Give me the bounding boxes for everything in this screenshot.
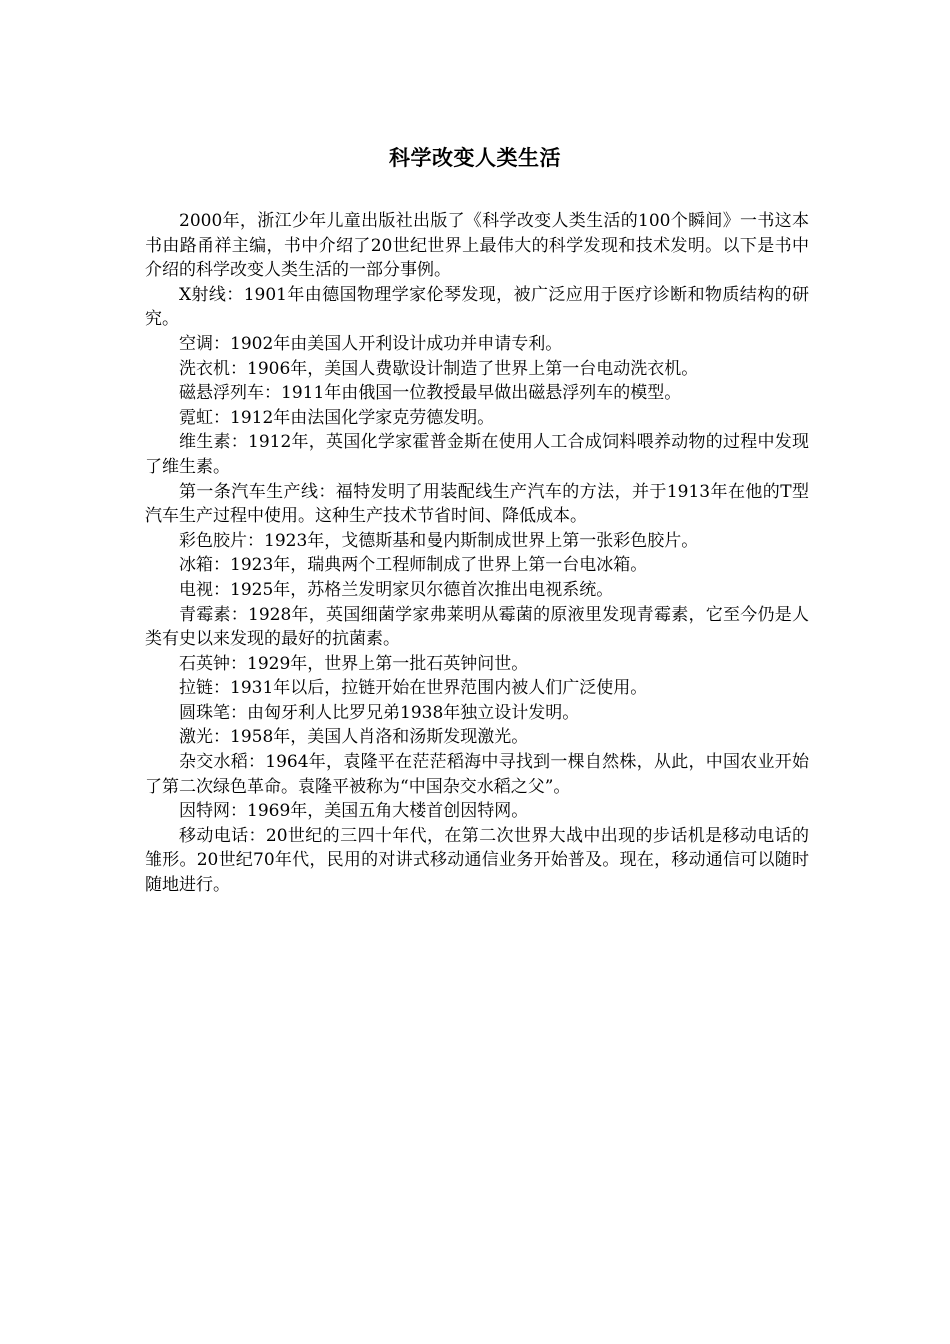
paragraph-intro: 2000年，浙江少年儿童出版社出版了《科学改变人类生活的100个瞬间》一书这本书由路甬祥主编，书中介绍了20世纪世界上最伟大的科学发现和技术发明。以下是书中介绍的科学改变人类生活的一部分事例。 xyxy=(145,211,809,281)
paragraph-ballpoint-pen: 圆珠笔：由匈牙利人比罗兄弟1938年独立设计发明。 xyxy=(179,702,580,723)
paragraph-hybrid-rice: 杂交水稻：1964年，袁隆平在茫茫稻海中寻找到一棵自然株，从此，中国农业开始了第二次绿色革命。袁隆平被称为“中国杂交水稻之父”。 xyxy=(145,752,809,797)
paragraph-television: 电视：1925年，苏格兰发明家贝尔德首次推出电视系统。 xyxy=(179,579,614,600)
paragraph-penicillin: 青霉素：1928年，英国细菌学家弗莱明从霉菌的原液里发现青霉素，它至今仍是人类有史以来发现的最好的抗菌素。 xyxy=(145,604,809,650)
paragraph-refrigerator: 冰箱：1923年，瑞典两个工程师制成了世界上第一台电冰箱。 xyxy=(179,555,648,576)
paragraph-maglev-train: 磁悬浮列车：1911年由俄国一位教授最早做出磁悬浮列车的模型。 xyxy=(179,383,682,404)
paragraph-air-conditioner: 空调：1902年由美国人开利设计成功并申请专利。 xyxy=(179,333,563,354)
paragraph-vitamin: 维生素：1912年，英国化学家霍普金斯在使用人工合成饲料喂养动物的过程中发现了维生素。 xyxy=(145,432,809,477)
paragraph-x-ray: X射线：1901年由德国物理学家伦琴发现，被广泛应用于医疗诊断和物质结构的研究。 xyxy=(145,284,809,330)
paragraph-mobile-phone: 移动电话：20世纪的三四十年代，在第二次世界大战中出现的步话机是移动电话的雏形。20世纪70年代，民用的对讲式移动通信业务开始普及。现在，移动通信可以随时随地进行。 xyxy=(145,825,809,896)
paragraph-quartz-clock: 石英钟：1929年，世界上第一批石英钟问世。 xyxy=(179,653,529,674)
paragraph-washing-machine: 洗衣机：1906年，美国人费歇设计制造了世界上第一台电动洗衣机。 xyxy=(179,358,699,379)
paragraph-color-film: 彩色胶片：1923年，戈德斯基和曼内斯制成世界上第一张彩色胶片。 xyxy=(179,530,699,551)
paragraph-neon: 霓虹：1912年由法国化学家克劳德发明。 xyxy=(179,407,495,428)
document-body xyxy=(145,209,809,898)
paragraph-assembly-line: 第一条汽车生产线：福特发明了用装配线生产汽车的方法，并于1913年在他的T型汽车生产过程中使用。这种生产技术节省时间、降低成本。 xyxy=(145,481,809,527)
paragraph-zipper: 拉链：1931年以后，拉链开始在世界范围内被人们广泛使用。 xyxy=(179,678,648,699)
paragraph-internet: 因特网：1969年，美国五角大楼首创因特网。 xyxy=(179,801,529,822)
page-title: 科学改变人类生活 xyxy=(389,146,561,170)
paragraph-laser: 激光：1958年，美国人肖洛和汤斯发现激光。 xyxy=(179,727,529,748)
